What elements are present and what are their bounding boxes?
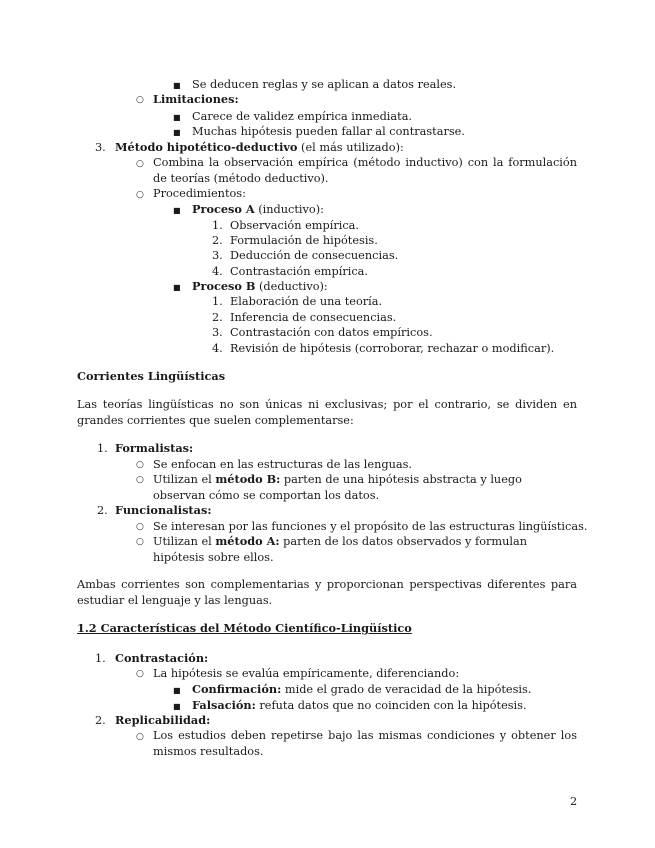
falsacion-label: Falsación: [192,698,256,712]
list-item: Contrastación con datos empíricos. [230,326,433,339]
proceso-b-rest: (deductivo): [255,280,328,293]
list-item: Deducción de consecuencias. [230,249,399,262]
list-number: 2. [212,234,223,247]
list-item [192,698,527,713]
square-bullet-icon: ■ [173,128,181,137]
circle-bullet-icon: ○ [136,95,144,105]
list-item: Carece de validez empírica inmediata. [192,110,413,123]
list-number: 2. [97,504,108,517]
metodo-title-bold: Método hipotético-deductivo [115,140,298,154]
list-number: 3. [95,141,106,154]
square-bullet-icon: ■ [173,702,181,711]
replicabilidad-label: Replicabilidad: [115,713,211,727]
list-item: Observación empírica. [230,219,360,232]
conclusion-paragraph: Ambas corrientes son complementarias y proporcionan perspectivas diferentes para estudiar el lenguaje y las lenguas. [77,578,577,607]
list-item: Contrastación empírica. [230,265,368,278]
circle-bullet-icon: ○ [136,537,144,547]
list-number: 3. [212,249,223,262]
proceso-b-label: Proceso B [192,279,256,293]
proceso-a-heading [192,202,324,217]
circle-bullet-icon: ○ [136,732,144,742]
limitaciones-label: Limitaciones: [153,92,239,106]
text-fragment: parten de los datos observados y formulan hipótesis sobre ellos. [153,535,528,564]
square-bullet-icon: ■ [173,113,181,122]
square-bullet-icon: ■ [173,81,181,90]
procedimientos-label: Procedimientos: [153,187,246,200]
list-item: Se interesan por las funciones y el propósito de las estructuras lingüísticas. [153,520,588,533]
contrastacion-label: Contrastación: [115,651,209,665]
list-item: Inferencia de consecuencias. [230,311,397,324]
list-number: 3. [212,326,223,339]
intro-paragraph: Las teorías lingüísticas no son únicas ni exclusivas; por el contrario, se dividen en grandes corrientes que suelen complementarse: [77,398,577,427]
square-bullet-icon: ■ [173,206,181,215]
list-item: Muchas hipótesis pueden fallar al contrastarse. [192,125,465,138]
circle-bullet-icon: ○ [136,475,144,485]
circle-bullet-icon: ○ [136,669,144,679]
text-fragment: parten de una hipótesis abstracta y luego observan cómo se comportan los datos. [153,473,522,502]
square-bullet-icon: ■ [173,283,181,292]
list-number: 1. [95,652,106,665]
list-item: Los estudios deben repetirse bajo las mismas condiciones y obtener los mismos resultados. [153,729,577,758]
circle-bullet-icon: ○ [136,460,144,470]
metodo-title [115,140,404,155]
confirmacion-label: Confirmación: [192,682,282,696]
circle-bullet-icon: ○ [136,190,144,200]
list-number: 1. [212,219,223,232]
circle-bullet-icon: ○ [136,159,144,169]
proceso-a-rest: (inductivo): [254,203,324,216]
square-bullet-icon: ■ [173,686,181,695]
list-item [192,682,531,697]
proceso-a-label: Proceso A [192,202,255,216]
metodo-b-label: método B: [215,472,281,486]
text-fragment: refuta datos que no coinciden con la hipótesis. [255,699,527,712]
list-number: 2. [212,311,223,324]
list-item: Se enfocan en las estructuras de las lenguas. [153,458,412,471]
list-number: 1. [212,295,223,308]
proceso-b-heading [192,279,328,294]
list-item [153,534,577,565]
metodo-a-label: método A: [215,534,280,548]
section-heading: Corrientes Lingüísticas [77,369,226,383]
list-number: 4. [212,265,223,278]
paragraph: Combina la observación empírica (método inductivo) con la formulación de teorías (método deductivo). [153,156,577,185]
formalistas-label: Formalistas: [115,441,194,455]
list-item: Elaboración de una teoría. [230,295,383,308]
list-item: Se deducen reglas y se aplican a datos reales. [192,78,457,91]
list-item: La hipótesis se evalúa empíricamente, diferenciando: [153,667,460,680]
list-item: Revisión de hipótesis (corroborar, rechazar o modificar). [230,342,555,355]
section-heading: 1.2 Características del Método Científico-Lingüístico [77,621,412,635]
page-number: 2 [570,795,578,808]
list-number: 1. [97,442,108,455]
text-fragment: mide el grado de veracidad de la hipótesis. [281,683,532,696]
list-item [153,472,577,503]
list-number: 2. [95,714,106,727]
text-fragment: Utilizan el [153,535,216,548]
text-fragment: Utilizan el [153,473,216,486]
funcionalistas-label: Funcionalistas: [115,503,212,517]
metodo-title-rest: (el más utilizado): [297,141,404,154]
list-item: Formulación de hipótesis. [230,234,378,247]
circle-bullet-icon: ○ [136,522,144,532]
list-number: 4. [212,342,223,355]
